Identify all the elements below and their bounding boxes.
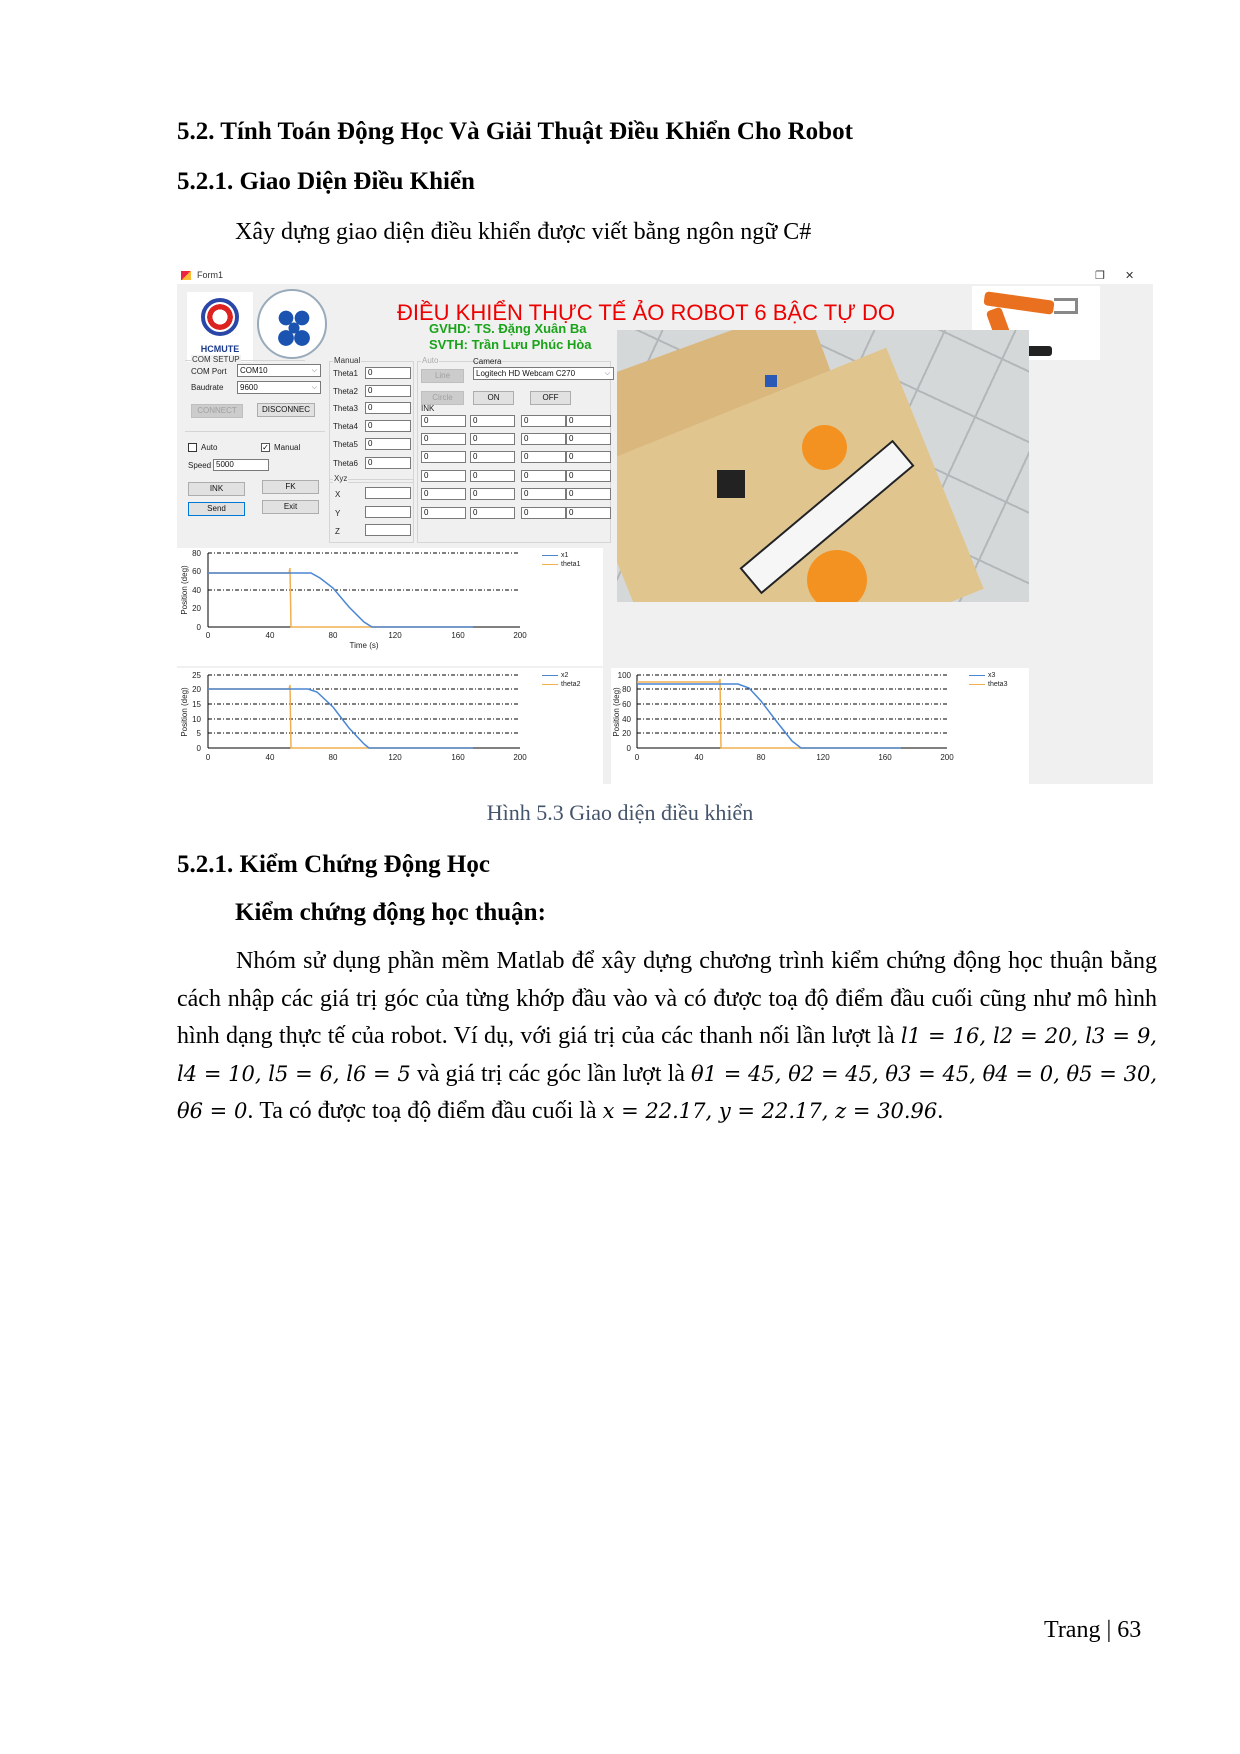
connect-button[interactable]: CONNECT xyxy=(191,404,243,418)
svg-text:0: 0 xyxy=(626,744,631,753)
chart-legend xyxy=(969,671,1007,689)
theta1-input[interactable]: 0 xyxy=(365,367,411,379)
svg-text:10: 10 xyxy=(192,715,201,724)
svg-text:80: 80 xyxy=(192,549,201,558)
exit-button[interactable]: Exit xyxy=(262,500,319,514)
ink-cell[interactable]: 0 xyxy=(566,433,611,445)
ink-cell[interactable]: 0 xyxy=(521,415,566,427)
ink-button[interactable]: INK xyxy=(188,482,245,496)
app-window-icon xyxy=(181,271,191,280)
svg-text:120: 120 xyxy=(816,753,830,762)
restore-icon[interactable]: ❐ xyxy=(1095,270,1105,282)
ink-cell[interactable]: 0 xyxy=(566,488,611,500)
camera-device-value: Logitech HD Webcam C270 xyxy=(476,369,576,378)
com-setup-label: COM SETUP xyxy=(192,355,240,364)
student-1-label: SVTH: Trần Lưu Phúc Hòa xyxy=(429,337,592,352)
z-input[interactable] xyxy=(365,524,411,536)
svg-text:160: 160 xyxy=(878,753,892,762)
svg-text:100: 100 xyxy=(617,671,631,680)
ink-cell[interactable]: 0 xyxy=(521,451,566,463)
chart-joint1 xyxy=(177,548,603,666)
ink-cell[interactable]: 0 xyxy=(521,507,566,519)
end-effector-coordinates: x = 22.17, y = 22.17, z = 30.96 xyxy=(602,1099,938,1123)
ink-cell[interactable]: 0 xyxy=(470,507,515,519)
camera-off-button[interactable]: OFF xyxy=(530,391,571,405)
svg-text:60: 60 xyxy=(622,700,631,709)
theta3-label: Theta3 xyxy=(333,404,358,413)
svg-text:20: 20 xyxy=(192,685,201,694)
ink-cell[interactable]: 0 xyxy=(421,433,466,445)
y-label: Y xyxy=(335,509,341,518)
theta4-input[interactable]: 0 xyxy=(365,420,411,432)
joint-angles-expression: θ1 = 45, θ2 = 45, θ3 = 45, θ4 = 0, θ5 = 30, θ6 = 0 xyxy=(177,1061,1157,1123)
svg-text:25: 25 xyxy=(192,671,201,680)
camera-select[interactable] xyxy=(473,367,614,380)
send-button[interactable]: Send xyxy=(188,502,245,516)
legend-label: theta2 xyxy=(561,681,581,688)
manual-checkbox[interactable]: ✓ xyxy=(262,443,269,452)
ink-cell[interactable]: 0 xyxy=(566,451,611,463)
subsection-heading-kinematics: 5.2.1. Kiểm Chứng Động Học xyxy=(177,851,490,878)
svg-text:200: 200 xyxy=(940,753,954,762)
ink-cell[interactable]: 0 xyxy=(470,433,515,445)
hcmute-logo-text: HCMUTE xyxy=(200,344,240,354)
svg-text:0: 0 xyxy=(196,744,201,753)
theta5-input[interactable]: 0 xyxy=(365,438,411,450)
baudrate-select[interactable] xyxy=(237,381,321,394)
svg-text:120: 120 xyxy=(388,753,402,762)
camera-on-button[interactable]: ON xyxy=(473,391,514,405)
ink-cell[interactable]: 0 xyxy=(421,415,466,427)
svg-text:160: 160 xyxy=(451,631,465,640)
ink-cell[interactable]: 0 xyxy=(566,507,611,519)
app-title: ĐIỀU KHIỂN THỰC TẾ ẢO ROBOT 6 BẬC TỰ DO xyxy=(397,300,896,325)
theta6-label: Theta6 xyxy=(333,459,358,468)
theta1-label: Theta1 xyxy=(333,369,358,378)
svg-text:40: 40 xyxy=(622,715,631,724)
legend-label: theta3 xyxy=(988,681,1008,688)
body-text-result: . Ta có được toạ độ điểm đầu cuối là xyxy=(247,1098,603,1124)
svg-text:20: 20 xyxy=(622,729,631,738)
camera-feed xyxy=(617,330,1029,602)
disconnect-button[interactable]: DISCONNEC xyxy=(257,403,315,417)
svg-text:40: 40 xyxy=(265,631,275,640)
theta5-label: Theta5 xyxy=(333,440,358,449)
svg-text:5: 5 xyxy=(196,729,201,738)
theta2-input[interactable]: 0 xyxy=(365,385,411,397)
intro-paragraph: Xây dựng giao diện điều khiển được viết bằng ngôn ngữ C# xyxy=(235,219,812,245)
svg-text:40: 40 xyxy=(265,753,275,762)
baudrate-label: Baudrate xyxy=(191,383,224,392)
circle-button[interactable]: Circle xyxy=(421,391,464,405)
legend-label: theta1 xyxy=(561,561,581,568)
section-heading: 5.2. Tính Toán Động Học Và Giải Thuật Điều Khiển Cho Robot xyxy=(177,118,853,145)
legend-label: x3 xyxy=(988,672,996,679)
ink-cell[interactable]: 0 xyxy=(470,488,515,500)
chevron-down-icon: ⌵ xyxy=(604,370,610,377)
svg-text:80: 80 xyxy=(756,753,766,762)
auto-label: Auto xyxy=(201,443,218,452)
faculty-logo xyxy=(257,289,327,359)
svg-text:160: 160 xyxy=(451,753,465,762)
control-interface-screenshot xyxy=(177,268,1153,784)
svg-text:80: 80 xyxy=(622,685,631,694)
subsection-heading-interface: 5.2.1. Giao Diện Điều Khiển xyxy=(177,168,475,195)
svg-text:Position (deg): Position (deg) xyxy=(612,687,621,737)
com-port-select[interactable] xyxy=(237,364,321,377)
advisor-label: GVHD: TS. Đặng Xuân Ba xyxy=(429,321,587,336)
ink-cell[interactable]: 0 xyxy=(566,415,611,427)
theta2-label: Theta2 xyxy=(333,387,358,396)
svg-text:40: 40 xyxy=(192,586,201,595)
body-text-intro: Nhóm sử dụng phần mềm Matlab để xây dựng chương trình kiểm chứng động học thuận bằng cách nhập các giá trị góc của từng khớp đầu vào và có được toạ độ điểm đầu cuối cũng như mô hình hình dạng thực tế của robot. Ví dụ, với giá trị của các thanh nối lần lượt là xyxy=(177,948,1157,1049)
chart-legend xyxy=(542,551,580,569)
hcmute-logo xyxy=(187,292,253,362)
ink-cell[interactable]: 0 xyxy=(521,470,566,482)
fk-button[interactable]: FK xyxy=(262,480,319,494)
ink-cell[interactable]: 0 xyxy=(566,470,611,482)
ink-cell[interactable]: 0 xyxy=(521,433,566,445)
page-number: Trang | 63 xyxy=(1044,1617,1142,1643)
svg-text:0: 0 xyxy=(634,753,640,762)
manual-label: Manual xyxy=(274,443,301,452)
svg-text:120: 120 xyxy=(388,631,402,640)
link-lengths-expression: l1 = 16, l2 = 20, l3 = 9, l4 = 10, l5 = 6, l6 = 5 xyxy=(177,1024,1157,1086)
ink-cell[interactable]: 0 xyxy=(470,470,515,482)
svg-text:20: 20 xyxy=(192,604,201,613)
speed-input[interactable]: 5000 xyxy=(213,459,269,471)
ink-cell[interactable]: 0 xyxy=(521,488,566,500)
hcmute-emblem-icon xyxy=(201,298,239,336)
svg-text:0: 0 xyxy=(196,623,201,632)
com-port-label: COM Port xyxy=(191,367,227,376)
chart-joint2 xyxy=(177,668,603,784)
blue-cube xyxy=(765,375,777,387)
forward-kinematics-subheading: Kiểm chứng động học thuận: xyxy=(235,899,546,926)
legend-label: x1 xyxy=(561,552,569,559)
baudrate-value: 9600 xyxy=(240,383,258,392)
ink-cell[interactable]: 0 xyxy=(470,415,515,427)
svg-text:200: 200 xyxy=(513,631,527,640)
svg-text:Time (s): Time (s) xyxy=(349,641,379,650)
svg-text:0: 0 xyxy=(205,631,211,640)
svg-text:80: 80 xyxy=(328,753,338,762)
chart-joint3 xyxy=(611,668,1029,784)
ink-grid-label: INK xyxy=(421,404,435,413)
ink-cell[interactable]: 0 xyxy=(421,488,466,500)
auto-group-label: Auto xyxy=(422,356,439,365)
xyz-group-label: Xyz xyxy=(334,474,348,483)
svg-text:200: 200 xyxy=(513,753,527,762)
camera-label: Camera xyxy=(473,357,502,366)
chart-legend xyxy=(542,671,580,689)
svg-text:40: 40 xyxy=(694,753,704,762)
svg-text:Position (deg): Position (deg) xyxy=(180,565,189,615)
svg-text:15: 15 xyxy=(192,700,201,709)
ink-cell[interactable]: 0 xyxy=(421,470,466,482)
svg-text:80: 80 xyxy=(328,631,338,640)
window-titlebar xyxy=(177,268,1153,284)
y-input[interactable] xyxy=(365,506,411,518)
com-port-value: COM10 xyxy=(240,366,268,375)
body-paragraph xyxy=(177,943,1157,1131)
chevron-down-icon: ⌵ xyxy=(311,384,317,391)
legend-label: x2 xyxy=(561,672,569,679)
svg-text:0: 0 xyxy=(205,753,211,762)
x-input[interactable] xyxy=(365,487,411,499)
divider xyxy=(185,431,325,432)
close-icon[interactable]: ✕ xyxy=(1125,270,1135,282)
window-title: Form1 xyxy=(197,270,224,280)
svg-text:60: 60 xyxy=(192,567,201,576)
x-label: X xyxy=(335,490,341,499)
chevron-down-icon: ⌵ xyxy=(311,367,317,374)
manual-group-label: Manual xyxy=(334,356,361,365)
z-label: Z xyxy=(335,527,340,536)
hexagon-logo-icon xyxy=(274,306,314,346)
ink-cell[interactable]: 0 xyxy=(470,451,515,463)
theta4-label: Theta4 xyxy=(333,422,358,431)
figure-caption: Hình 5.3 Giao diện điều khiển xyxy=(486,800,754,825)
theta6-input[interactable]: 0 xyxy=(365,457,411,469)
ink-cell[interactable]: 0 xyxy=(421,507,466,519)
auto-checkbox[interactable] xyxy=(188,443,197,452)
body-text-end: . xyxy=(937,1098,944,1124)
speed-label: Speed xyxy=(188,461,212,470)
theta3-input[interactable]: 0 xyxy=(365,402,411,414)
line-button[interactable]: Line xyxy=(421,369,464,383)
body-text-mid: và giá trị các góc lần lượt là xyxy=(410,1060,691,1087)
svg-text:Position (deg): Position (deg) xyxy=(180,687,189,737)
ink-cell[interactable]: 0 xyxy=(421,451,466,463)
